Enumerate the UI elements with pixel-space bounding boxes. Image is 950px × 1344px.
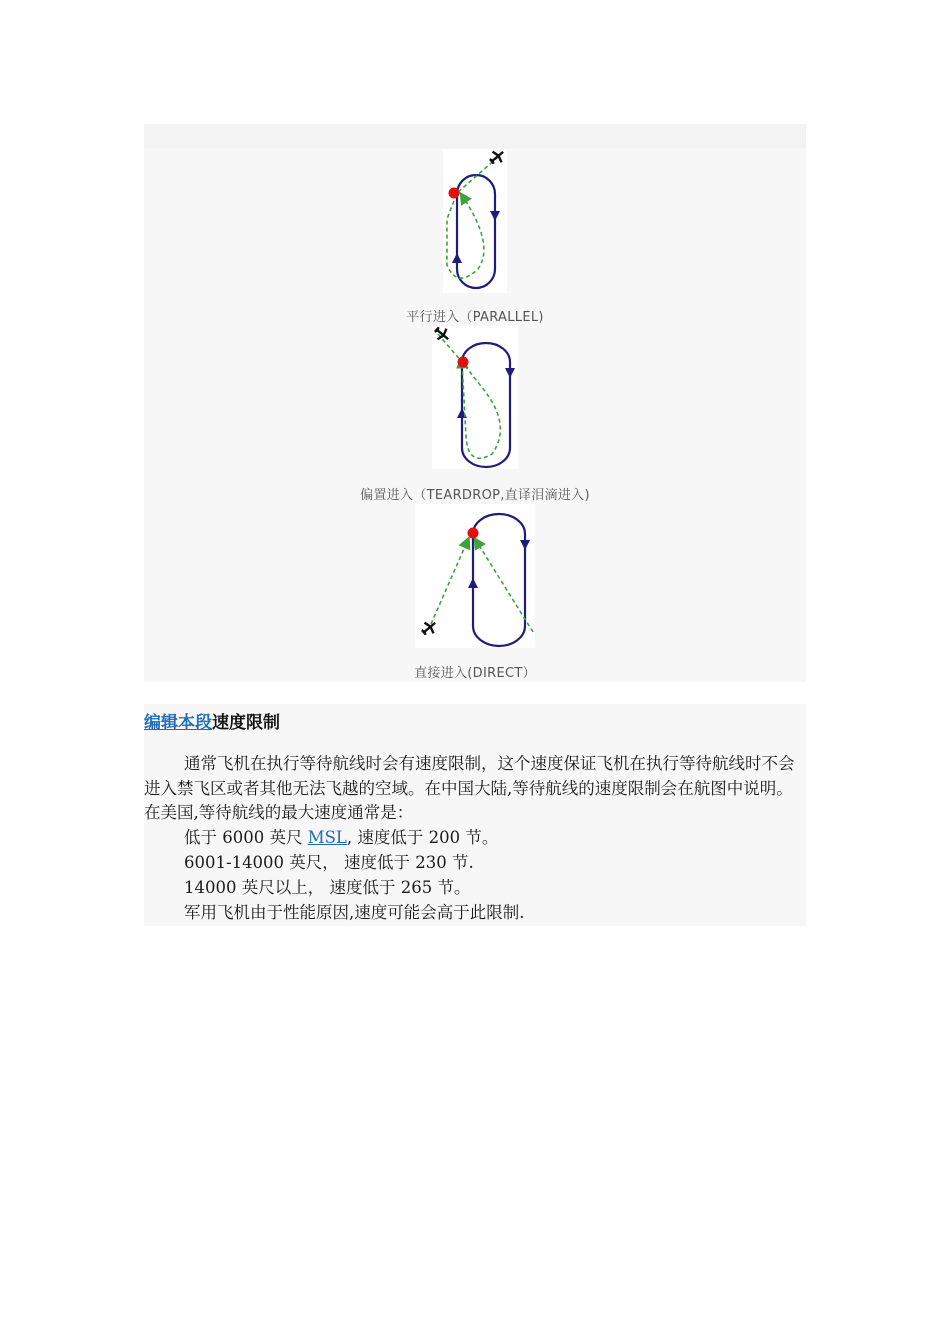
outbound-arrow bbox=[505, 368, 515, 378]
figure-caption: 偏置进入（TEARDROP,直译泪滴进入) bbox=[360, 488, 590, 503]
outbound-arrow bbox=[520, 540, 530, 550]
figure-caption: 平行进入（PARALLEL) bbox=[406, 310, 544, 325]
section-title: 速度限制 bbox=[212, 713, 280, 733]
msl-link[interactable]: MSL bbox=[307, 828, 347, 847]
limit-line: 低于 6000 英尺 MSL, 速度低于 200 节。 bbox=[184, 828, 499, 847]
inbound-arrow bbox=[452, 253, 462, 263]
entry-path-left bbox=[431, 542, 467, 624]
military-note: 军用飞机由于性能原因,速度可能会高于此限制. bbox=[184, 903, 525, 922]
section-heading bbox=[144, 708, 280, 733]
holding-pattern-loop bbox=[457, 175, 495, 288]
outbound-arrow bbox=[490, 211, 500, 221]
edit-section-link[interactable]: 编辑本段 bbox=[144, 713, 212, 733]
limit-line: 14000 英尺以上， 速度低于 265 节。 bbox=[184, 878, 471, 897]
inbound-arrow bbox=[468, 578, 478, 588]
aircraft-icon bbox=[418, 617, 439, 638]
intro-text: 通常飞机在执行等待航线时会有速度限制，这个速度保证飞机在执行等待航线时不会进入禁飞区或者其他无法飞越的空域。在中国大陆,等待航线的速度限制会在航图中说明。在美国,等待航线的最大速度通常是： bbox=[144, 754, 795, 822]
aircraft-icon bbox=[486, 149, 507, 168]
teardrop-entry-diagram bbox=[432, 326, 518, 469]
entry-path bbox=[438, 334, 500, 458]
holding-fix bbox=[449, 188, 460, 199]
holding-fix bbox=[458, 357, 469, 368]
direct-entry-diagram bbox=[415, 504, 535, 648]
aircraft-icon bbox=[432, 326, 453, 345]
holding-fix bbox=[468, 528, 479, 539]
speed-limit-section bbox=[144, 704, 806, 926]
figure-block bbox=[144, 124, 806, 682]
limit-line: 6001-14000 英尺， 速度低于 230 节. bbox=[184, 853, 474, 872]
intro-paragraph bbox=[144, 752, 806, 826]
parallel-entry-diagram bbox=[443, 149, 507, 293]
holding-pattern-loop bbox=[473, 514, 525, 646]
holding-pattern-loop bbox=[462, 343, 510, 467]
figure-caption: 直接进入(DIRECT） bbox=[414, 666, 536, 681]
figure-top-bar bbox=[144, 124, 806, 148]
